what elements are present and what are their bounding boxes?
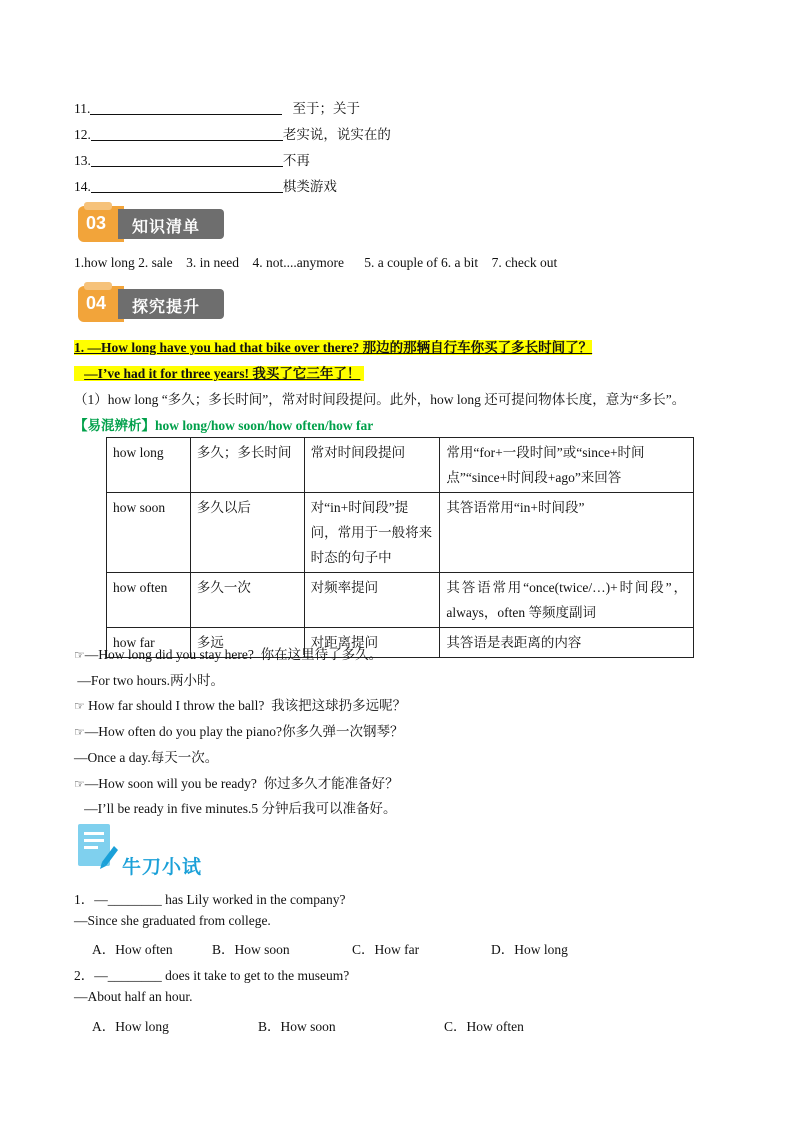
table-cell: 多久一次 — [190, 573, 304, 628]
question-2-reply: —About half an hour. — [74, 989, 193, 1004]
blank-meaning: 老实说，说实在的 — [282, 127, 391, 142]
blank-meaning: 至于；关于 — [292, 101, 360, 116]
example-text: —How often do you play the piano?你多久弹一次钢琴？ — [84, 724, 404, 740]
explanation-note: （1）how long “多久；多长时间”，常对时间段提问。此外，how long 还可提问物体长度，意为“多长”。 — [74, 392, 686, 407]
example-text: —I’ll be ready in five minutes.5 分钟后我可以准备好。 — [74, 801, 397, 817]
example-line — [74, 720, 403, 740]
pointing-hand-icon: ☞ — [74, 648, 85, 662]
example-line — [74, 772, 399, 792]
example-line — [74, 694, 406, 714]
banner-tab-top — [84, 202, 112, 210]
practice-title: 牛刀小试 — [122, 856, 203, 878]
table-cell: 对“in+时间段”提问，常用于一般将来时态的句子中 — [304, 493, 440, 573]
table-cell: 常用“for+一段时间”或“since+时间点”“since+时间段+ago”来回答 — [440, 438, 694, 493]
example-line — [74, 746, 218, 766]
table-cell: how soon — [107, 493, 191, 573]
blank-meaning: 不再 — [282, 153, 310, 168]
option-a[interactable]: A．How often — [92, 942, 173, 957]
example-line — [74, 643, 382, 663]
answer-blank[interactable] — [90, 100, 282, 115]
blank-number: 11. — [74, 101, 91, 116]
answer-text: —I’ve had it for three years! 我买了它三年了！ — [84, 366, 361, 381]
option-a[interactable]: A．How long — [92, 1019, 169, 1034]
section-banner-04 — [78, 286, 224, 322]
blank-number: 12. — [74, 127, 91, 142]
table-cell: 常对时间段提问 — [304, 438, 440, 493]
table-row — [107, 573, 694, 628]
blank-number: 13. — [74, 153, 91, 168]
confusion-heading — [74, 414, 373, 434]
table-cell: 多久；多长时间 — [190, 438, 304, 493]
table-cell: 对距离提问 — [304, 628, 440, 658]
table-cell: how often — [107, 573, 191, 628]
blank-row-12 — [74, 123, 391, 143]
question-2-stem: 2．—________ does it take to get to the museum? — [74, 968, 350, 983]
document-pencil-icon — [76, 822, 120, 872]
option-c[interactable]: C．How often — [444, 1019, 524, 1034]
pointing-hand-icon: ☞ — [74, 776, 85, 791]
table-cell: 多远 — [190, 628, 304, 658]
blank-meaning: 棋类游戏 — [282, 179, 337, 194]
section-title: 知识清单 — [132, 217, 201, 236]
example-text: How far should I throw the ball? 我该把这球扔多远呢？ — [84, 698, 407, 714]
option-c[interactable]: C．How far — [352, 942, 420, 957]
highlighted-text — [74, 366, 364, 381]
example-text: —Once a day.每天一次。 — [74, 749, 219, 765]
blank-row-13 — [74, 149, 310, 169]
example-line — [74, 669, 224, 689]
section-banner-03 — [78, 206, 224, 242]
blank-row-14 — [74, 175, 337, 195]
table-cell: 其答语常用“in+时间段” — [440, 493, 694, 573]
banner-tab-top — [84, 282, 112, 290]
confusion-prefix: 【易混辨析】 — [74, 418, 155, 433]
option-d[interactable]: D．How long — [491, 942, 568, 957]
option-b[interactable]: B．How soon — [212, 942, 290, 957]
question-1-stem: 1．—________ has Lily worked in the company? — [74, 892, 346, 907]
table-cell: 多久以后 — [190, 493, 304, 573]
comparison-table — [106, 437, 694, 658]
section-title: 探究提升 — [132, 297, 201, 316]
key-sentence-question — [74, 336, 592, 356]
table-cell: 对频率提问 — [304, 573, 440, 628]
blank-number: 14. — [74, 179, 91, 194]
section-number: 04 — [86, 293, 107, 313]
blank-row-11 — [74, 97, 360, 117]
pointing-hand-icon: ☞ — [74, 699, 85, 714]
table-cell: how far — [107, 628, 191, 658]
table-row — [107, 493, 694, 573]
pointing-hand-icon: ☞ — [74, 725, 85, 740]
table-cell: 其答语是表距离的内容 — [440, 628, 694, 658]
answer-blank[interactable] — [91, 152, 283, 167]
example-text: —For two hours.两小时。 — [74, 672, 225, 688]
answer-blank[interactable] — [91, 178, 283, 193]
example-text: —How soon will you be ready? 你过多久才能准备好？ — [84, 775, 399, 791]
confusion-text: how long/how soon/how often/how far — [155, 418, 374, 433]
key-sentence-answer — [74, 362, 364, 382]
table-cell: how long — [107, 438, 191, 493]
section-number: 03 — [86, 213, 107, 233]
table-cell: 其答语常用“once(twice/…)+时间段”，always，often 等频度副词 — [440, 573, 694, 628]
question-1-reply: —Since she graduated from college. — [74, 913, 271, 928]
option-b[interactable]: B．How soon — [258, 1019, 336, 1034]
highlighted-text: 1. —How long have you had that bike over there? 那边的那辆自行车你买了多长时间了？ — [74, 340, 593, 355]
example-text: —How long did you stay here? 你在这里待了多久。 — [84, 647, 383, 662]
example-line — [74, 797, 396, 817]
answer-key-line: 1.how long 2. sale 3. in need 4. not....anymore 5. a couple of 6. a bit 7. check out — [74, 255, 558, 270]
answer-blank[interactable] — [91, 126, 283, 141]
table-row — [107, 438, 694, 493]
